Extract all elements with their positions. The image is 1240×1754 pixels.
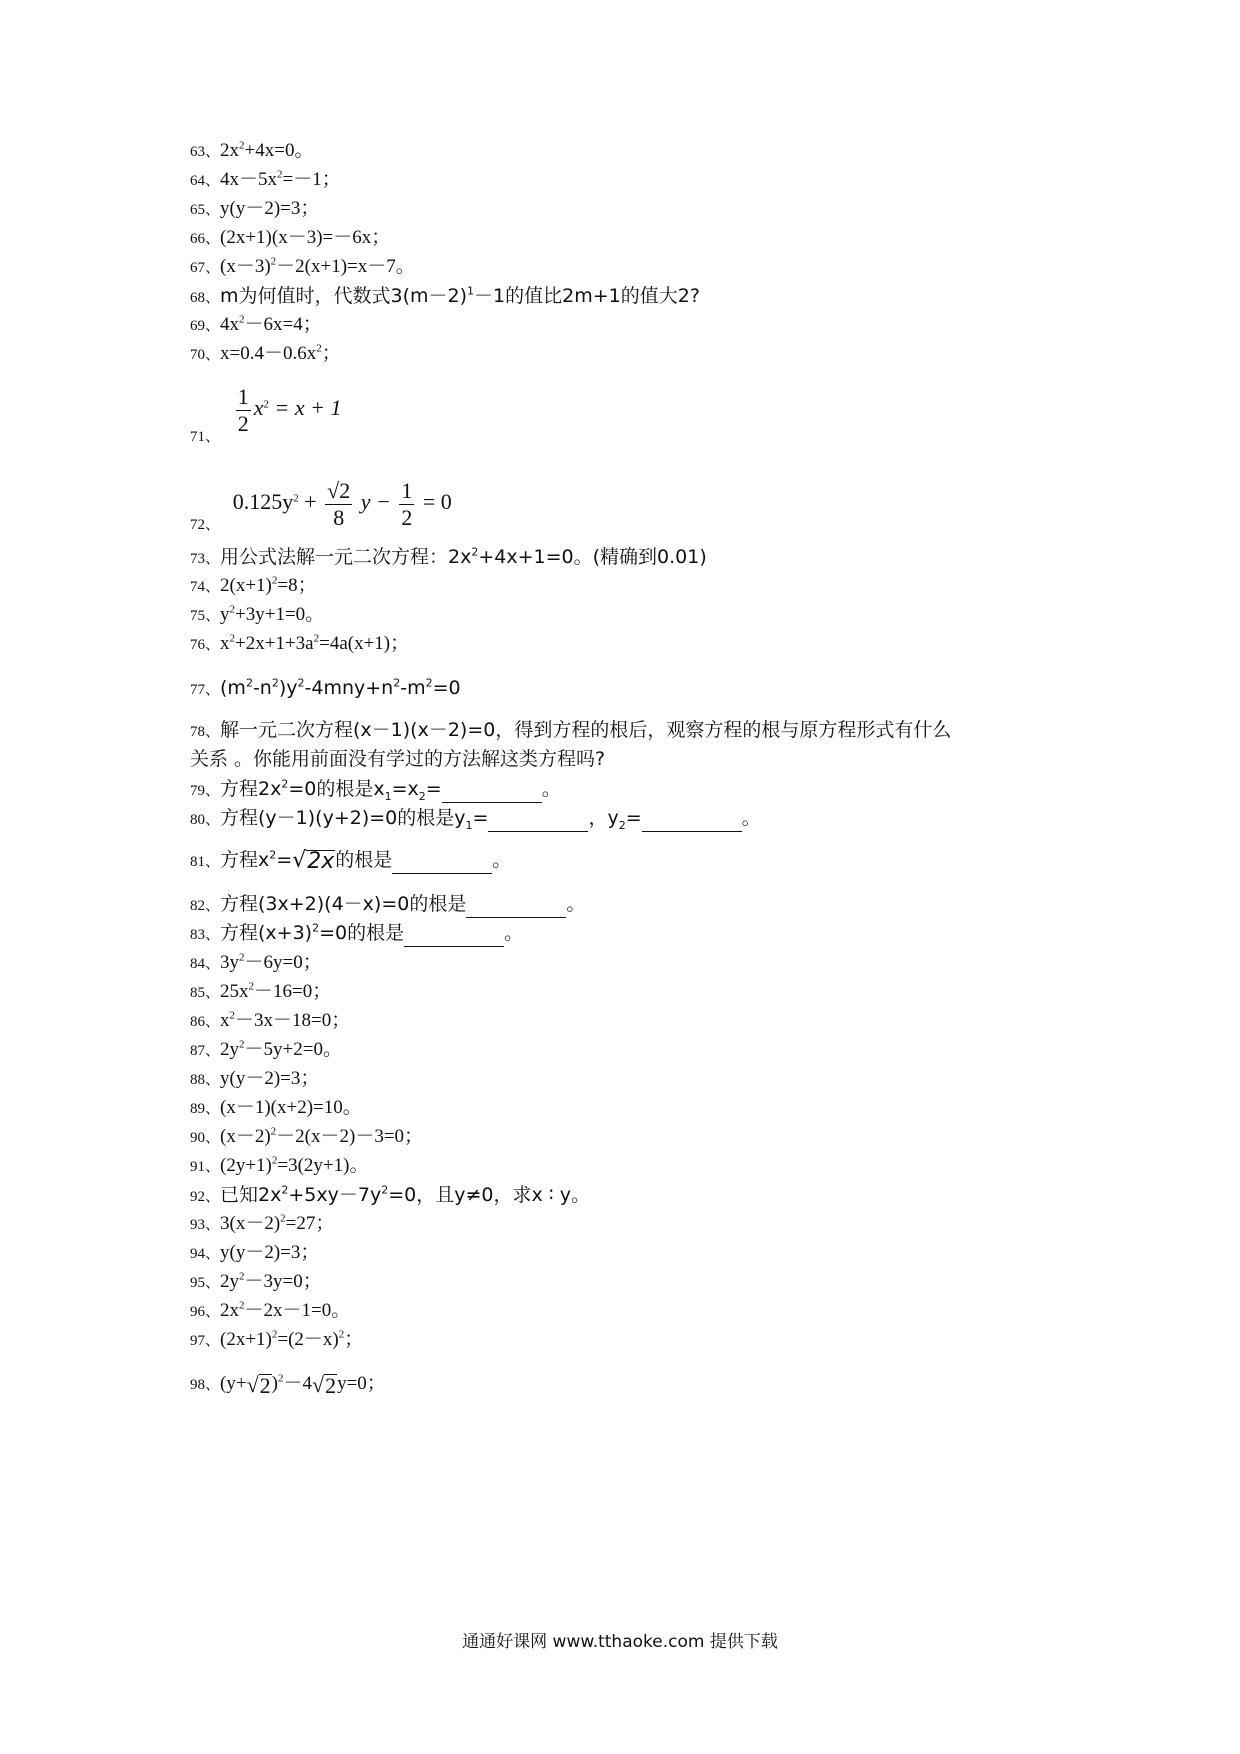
square-root: √ 2x (292, 847, 335, 874)
problem-63: 63、$2x^2+4x=0$。 (190, 139, 314, 161)
problem-91: 91、$(2y+1)^2=3(2y+1)$。 (190, 1154, 369, 1176)
problem-78-line-1: 78、解一元二次方程(x－1)(x－2)=0，得到方程的根后，观察方程的根与原方程形式有什么 (190, 719, 952, 741)
square-root: √ 2 (246, 1371, 271, 1398)
problem-98: 98、(y+ √ 2 )$^2$－4 √ 2 y=0； (190, 1371, 386, 1398)
problem-83: 83、方程$(x+3)^2=0$的根是 。 (190, 921, 523, 947)
problem-82: 82、方程(3x+2)(4－x)=0的根是 。 (190, 892, 585, 918)
problem-69: 69、$4x^2-6x=4$； (190, 313, 322, 335)
problem-75: 75、$y^2+3y+1=0$。 (190, 603, 325, 625)
problem-81: 81、方程$x^2=$ √ 2x 的根是 。 (190, 847, 512, 874)
problem-72-number: 72、 (190, 517, 221, 533)
problem-93: 93、$3(x-2)^2=27$； (190, 1212, 335, 1234)
fraction: $\frac{√2}{8}$ (327, 478, 351, 530)
problem-86: 86、$x^2-3x-18=0$； (190, 1009, 351, 1031)
problem-65: 65、y(y－2)=3； (190, 198, 320, 219)
problem-90: 90、$(x-2)^2-2(x-2)-3=0$； (190, 1125, 424, 1147)
answer-blank[interactable] (392, 855, 492, 874)
problem-66: 66、(2x+1)(x－3)=－6x； (190, 227, 391, 248)
problem-79: 79、方程$2x^2=0$的根是$x_1=x_2=$ 。 (190, 777, 561, 803)
fraction: $\frac{1}{2}$ (401, 478, 413, 530)
problem-84: 84、$3y^2-6y=0$； (190, 951, 322, 973)
problem-67: 67、$(x-3)^2-2(x+1)=x-7$。 (190, 255, 415, 277)
problem-89: 89、(x－1)(x+2)=10。 (190, 1097, 362, 1118)
page-footer: 通通好课网 www.tthaoke.com 提供下载 (462, 1632, 778, 1652)
problem-72: $0.125y^2$ + $\frac{√2}{8}$ y − $\frac{1}{2}$ = 0 (232, 478, 452, 530)
problem-78-line-2: 关系 。你能用前面没有学过的方法解这类方程吗? (190, 748, 606, 770)
problem-92: 92、已知$2x^2+5xy-7y^2=0$，且y≠0，求x ∶ y。 (190, 1183, 590, 1206)
problem-70: 70、$x=0.4-0.6x^2$； (190, 342, 341, 364)
problem-77: 77、$(m^2-n^2)y^2-4mny+n^2-m^2=0$ (190, 676, 461, 699)
problem-74: 74、$2(x+1)^2=8$； (190, 574, 317, 596)
answer-blank[interactable] (488, 813, 588, 832)
problem-73: 73、用公式法解一元二次方程：$2x^2+4x+1=0$。(精确到0.01) (190, 545, 707, 568)
answer-blank[interactable] (642, 813, 742, 832)
problem-94: 94、y(y－2)=3； (190, 1242, 320, 1263)
answer-blank[interactable] (404, 928, 504, 947)
problem-71: $\frac{1}{2}$ $x^2 = x + 1$ (237, 384, 342, 436)
answer-blank[interactable] (466, 899, 566, 918)
problem-80: 80、方程(y－1)(y+2)=0的根是$y_1=$ ，$y_2=$ 。 (190, 807, 761, 832)
problem-96: 96、$2x^2-2x-1=0$。 (190, 1299, 351, 1321)
problem-71-number: 71、 (190, 429, 221, 445)
square-root: √ 2 (311, 1371, 337, 1398)
answer-blank[interactable] (442, 784, 542, 803)
fraction: $\frac{1}{2}$ (237, 384, 249, 436)
problem-97: 97、$(2x+1)^2=(2-x)^2$； (190, 1328, 364, 1350)
problem-68: 68、m为何值时，代数式$3(m-2)^1-1$的值比2m+1的值大2? (190, 284, 700, 307)
problem-85: 85、$25x^2-16=0$； (190, 980, 332, 1002)
problem-95: 95、$2y^2-3y=0$； (190, 1270, 322, 1292)
problem-87: 87、$2y^2-5y+2=0$。 (190, 1038, 342, 1060)
problem-88: 88、y(y－2)=3； (190, 1068, 320, 1089)
problem-76: 76、$x^2+2x+1+3a^2=4a(x+1)$； (190, 632, 410, 654)
problem-64: 64、$4x-5x^2=-1$； (190, 168, 341, 190)
